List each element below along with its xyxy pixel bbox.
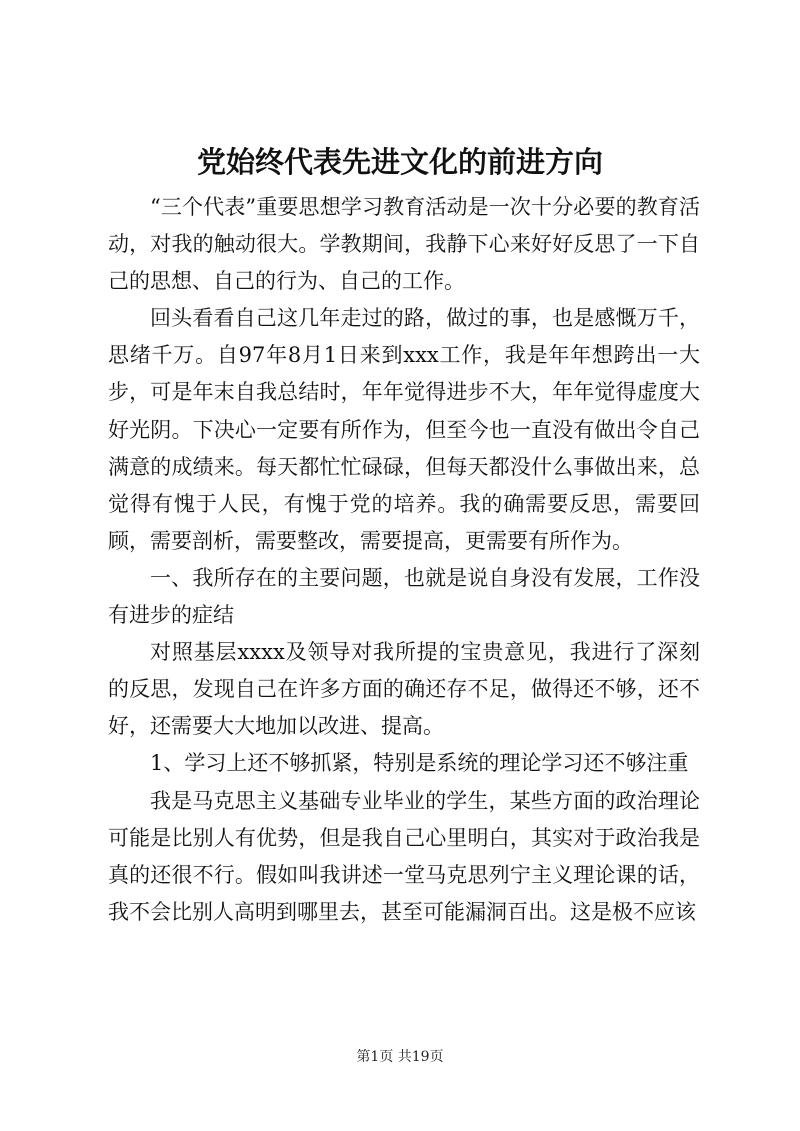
document-body [108,189,700,931]
paragraph-2: 回头看看自己这几年走过的路，做过的事，也是感慨万千，思绪千万。自97年8月1日来到xxx工作，我是年年想跨出一大步，可是年末自我总结时，年年觉得进步不大，年年觉得虚度大好光阴。下决心一定要有所作为，但至今也一直没有做出令自己满意的成绩来。每天都忙忙碌碌，但每天都没什么事做出来，总觉得有愧于人民，有愧于党的培养。我的确需要反思，需要回顾，需要剖析，需要整改，需要提高，更需要有所作为。 [108,306,700,553]
page-footer: 第1页 共19页 [356,1049,444,1065]
paragraph-4: 我是马克思主义基础专业毕业的学生，某些方面的政治理论可能是比别人有优势，但是我自己心里明白，其实对于政治我是真的还很不行。假如叫我讲述一堂马克思列宁主义理论课的话，我不会比别人高明到哪里去，甚至可能漏洞百出。这是极不应该 [108,788,700,924]
page-title: 党始终代表先进文化的前进方向 [196,145,603,179]
subsection-heading-1: 1、学习上还不够抓紧，特别是系统的理论学习还不够注重 [150,751,689,776]
paragraph-1: “三个代表”重要思想学习教育活动是一次十分必要的教育活动，对我的触动很大。学教期间，我静下心来好好反思了一下自己的思想、自己的行为、自己的工作。 [108,195,700,294]
section-heading-1: 一、我所存在的主要问题，也就是说自身没有发展，工作没有进步的症结 [108,565,700,628]
paragraph-3: 对照基层xxxx及领导对我所提的宝贵意见，我进行了深刻的反思，发现自己在许多方面的确还存不足，做得还不够，还不好，还需要大大地加以改进、提高。 [108,640,700,739]
